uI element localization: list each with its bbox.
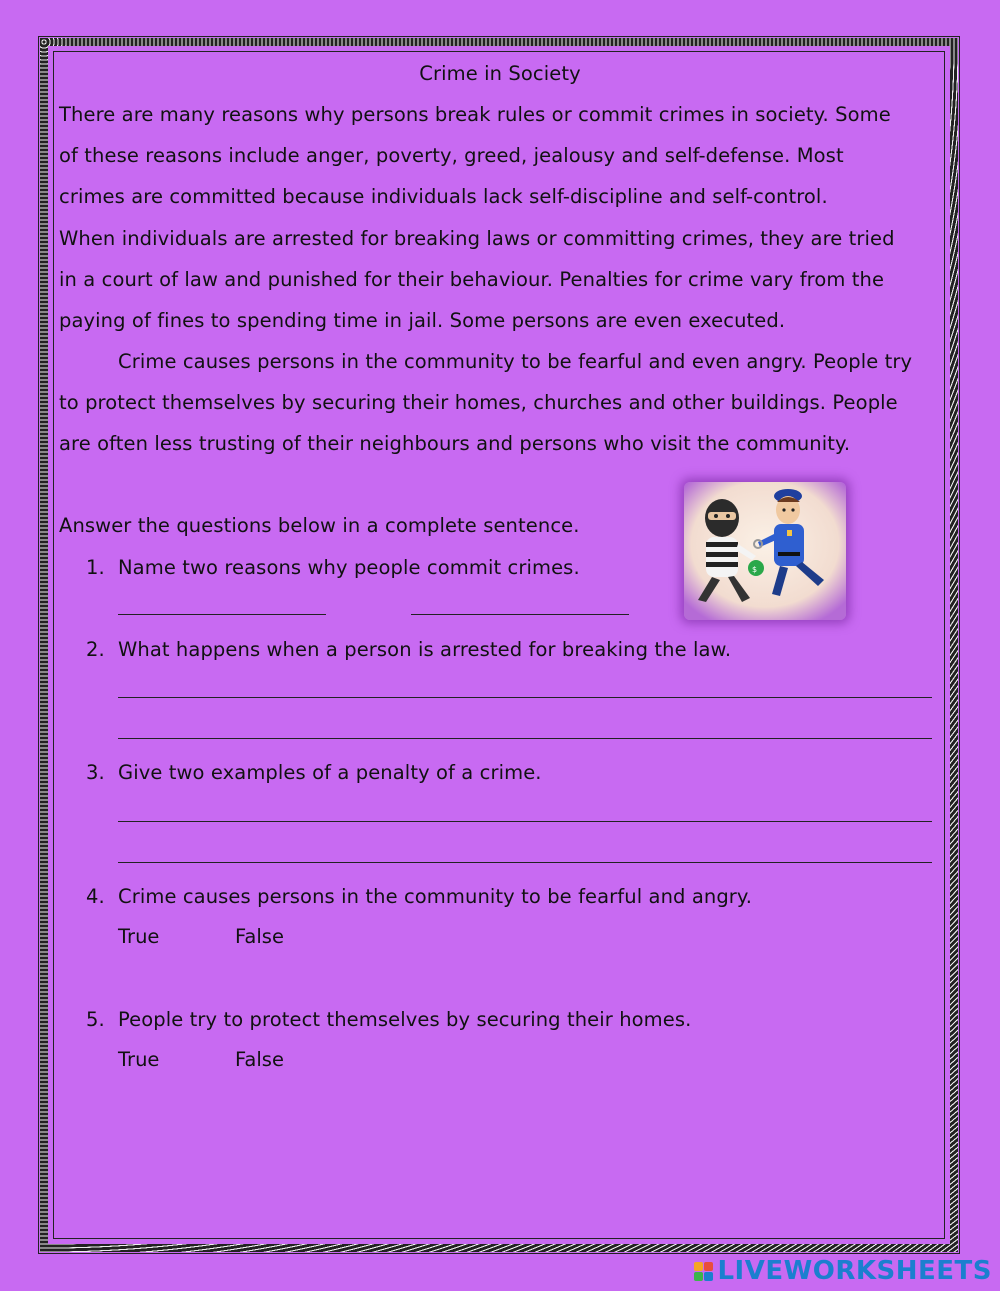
question-number: 5. bbox=[86, 1008, 105, 1031]
instructions: Answer the questions below in a complete sentence. bbox=[59, 514, 580, 537]
paragraph-line: paying of fines to spending time in jail. Some persons are even executed. bbox=[59, 309, 786, 332]
answer-field[interactable] bbox=[118, 697, 932, 698]
answer-field[interactable] bbox=[118, 821, 932, 822]
paragraph-line: There are many reasons why persons break rules or commit crimes in society. Some bbox=[59, 103, 891, 126]
answer-field[interactable] bbox=[118, 614, 326, 615]
true-option[interactable]: True bbox=[118, 1048, 160, 1071]
paragraph-line: are often less trusting of their neighbours and persons who visit the community. bbox=[59, 432, 851, 455]
paragraph-line: in a court of law and punished for their behaviour. Penalties for crime vary from the bbox=[59, 268, 885, 291]
svg-text:$: $ bbox=[752, 565, 758, 574]
page-title: Crime in Society bbox=[419, 62, 581, 85]
false-option[interactable]: False bbox=[235, 925, 284, 948]
logo-mark-icon bbox=[694, 1262, 713, 1281]
paragraph-line: to protect themselves by securing their homes, churches and other buildings. People bbox=[59, 391, 898, 414]
logo-text: LIVEWORKSHEETS bbox=[717, 1256, 992, 1286]
paragraph-line: Crime causes persons in the community to be fearful and even angry. People try bbox=[118, 350, 913, 373]
question-number: 2. bbox=[86, 638, 105, 661]
question-number: 1. bbox=[86, 556, 105, 579]
answer-field[interactable] bbox=[411, 614, 629, 615]
question-text: Crime causes persons in the community to be fearful and angry. bbox=[118, 885, 753, 908]
question-text: What happens when a person is arrested for breaking the law. bbox=[118, 638, 732, 661]
question-number: 3. bbox=[86, 761, 105, 784]
paragraph-line: When individuals are arrested for breaking laws or committing crimes, they are tried bbox=[59, 227, 895, 250]
liveworksheets-logo bbox=[694, 1257, 992, 1285]
answer-field[interactable] bbox=[118, 738, 932, 739]
question-text: People try to protect themselves by securing their homes. bbox=[118, 1008, 692, 1031]
paragraph-line: of these reasons include anger, poverty, greed, jealousy and self-defense. Most bbox=[59, 144, 844, 167]
paragraph-line: crimes are committed because individuals lack self-discipline and self-control. bbox=[59, 185, 828, 208]
question-text: Name two reasons why people commit crimes. bbox=[118, 556, 580, 579]
false-option[interactable]: False bbox=[235, 1048, 284, 1071]
question-number: 4. bbox=[86, 885, 105, 908]
answer-field[interactable] bbox=[118, 862, 932, 863]
question-text: Give two examples of a penalty of a crime. bbox=[118, 761, 542, 784]
true-option[interactable]: True bbox=[118, 925, 160, 948]
robber-police-illustration bbox=[684, 482, 846, 620]
